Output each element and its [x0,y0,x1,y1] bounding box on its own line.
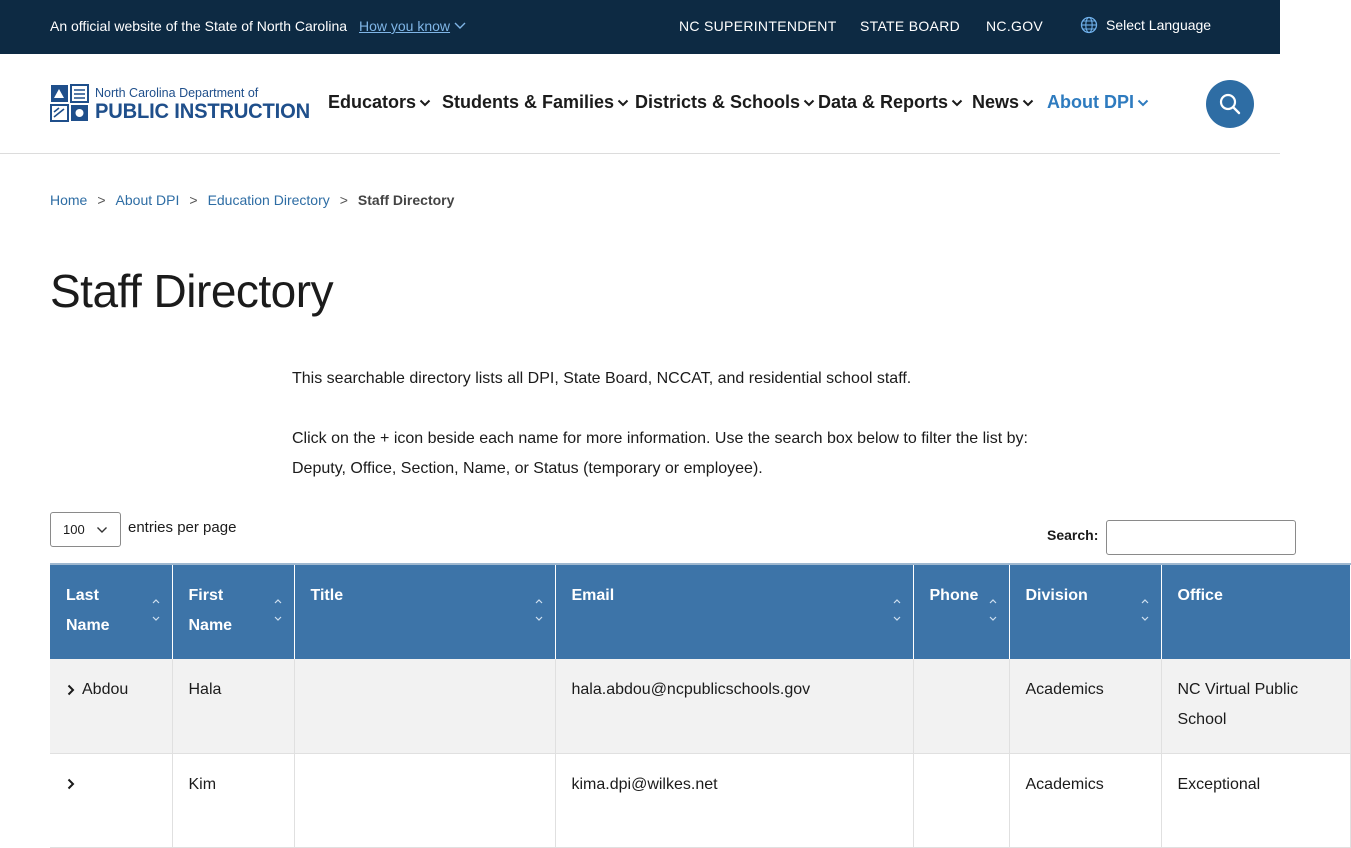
staff-table-container [50,563,1299,800]
chevron-down-icon [454,22,466,30]
intro-paragraph-1: This searchable directory lists all DPI, State Board, NCCAT, and residential school staff. [292,370,912,387]
nav-about-dpi[interactable] [1047,92,1149,113]
column-header-text: Last [66,587,99,604]
last-name-text: Abdou [82,681,129,698]
nav-educators-label: Educators [328,92,417,112]
sort-icon [893,597,901,623]
entries-per-page-label: entries per page [128,519,237,536]
column-header-phone[interactable] [913,564,1009,659]
how-you-know-link[interactable] [359,18,466,34]
column-header-text: Title [310,587,344,604]
column-header-text: Name [188,617,233,634]
column-header-text: Office [1177,587,1223,604]
official-banner [0,0,1280,54]
breadcrumb-separator: > [97,192,106,208]
nav-students-families[interactable] [442,92,629,113]
cell-first-name: Kim [172,753,294,847]
chevron-down-icon [419,99,431,107]
sort-icon [989,597,997,623]
entries-per-page-value: 100 [63,522,85,537]
column-header-division[interactable] [1009,564,1161,659]
nav-data-reports-label: Data & Reports [818,92,949,112]
how-you-know-label: How you know [359,18,451,34]
nav-educators[interactable] [328,92,431,113]
breadcrumb-separator: > [189,192,198,208]
column-header-email[interactable] [555,564,913,659]
breadcrumb-separator: > [339,192,348,208]
cell-title [294,659,555,753]
sort-icon [274,597,282,623]
state-board-link[interactable]: STATE BOARD [860,18,961,34]
column-header-last-name[interactable] [50,564,172,659]
logo-line-2: PUBLIC INSTRUCTION [95,100,310,123]
dpi-logo-mark-icon [50,84,90,122]
cell-office: Exceptional [1161,753,1350,847]
intro-paragraph-2: Click on the + icon beside each name for more information. Use the search box below to filter the list by: Deputy, Office, Section, Name, or Status (temporary or employee). [292,430,1028,477]
chevron-down-icon [96,526,108,534]
chevron-down-icon [803,99,815,107]
breadcrumb-about-dpi[interactable]: About DPI [115,192,180,208]
column-header-title[interactable] [294,564,555,659]
column-header-office[interactable] [1161,564,1350,659]
search-icon [1218,92,1242,116]
cell-email: hala.abdou@ncpublicschools.gov [555,659,913,753]
nav-about-dpi-label: About DPI [1047,92,1134,112]
chevron-down-icon [1137,99,1149,107]
sort-icon [535,597,543,623]
staff-table [50,563,1351,848]
logo-line-1: North Carolina Department of [95,86,259,100]
chevron-down-icon [1022,99,1034,107]
table-row [50,753,1350,847]
cell-office: NC Virtual Public School [1161,659,1350,753]
breadcrumb [50,192,454,208]
breadcrumb-education-directory[interactable]: Education Directory [207,192,330,208]
column-header-text: Name [66,617,110,634]
language-selector[interactable] [1080,16,1211,34]
expand-row-button[interactable] [66,778,76,790]
official-text: An official website of the State of North Carolina [50,18,348,34]
sort-icon [152,597,160,623]
table-search-input[interactable] [1106,520,1296,555]
chevron-right-icon [66,684,76,696]
site-header [0,54,1280,154]
column-header-text: Email [571,587,615,604]
table-search-label: Search: [1047,527,1099,543]
column-header-text: First [188,587,224,604]
nav-districts-schools[interactable] [635,92,815,113]
page-title: Staff Directory [50,265,334,317]
nav-news-label: News [972,92,1020,112]
intro-text [292,364,1072,484]
cell-last-name [50,753,172,847]
breadcrumb-current: Staff Directory [357,192,455,208]
nav-data-reports[interactable] [818,92,963,113]
cell-last-name [50,659,172,753]
globe-icon [1080,16,1098,34]
column-header-first-name[interactable] [172,564,294,659]
cell-phone [913,753,1009,847]
language-label: Select Language [1106,17,1212,33]
dpi-logo[interactable] [50,84,310,124]
site-search-button[interactable] [1206,80,1254,128]
table-row [50,659,1350,753]
nc-superintendent-link[interactable]: NC SUPERINTENDENT [679,18,837,34]
cell-division: Academics [1009,753,1161,847]
expand-row-button[interactable] [66,684,76,696]
chevron-down-icon [617,99,629,107]
entries-per-page-select[interactable] [50,512,121,547]
cell-title [294,753,555,847]
column-header-text: Division [1025,587,1088,604]
nav-students-families-label: Students & Families [442,92,615,112]
cell-division: Academics [1009,659,1161,753]
nav-districts-schools-label: Districts & Schools [635,92,801,112]
column-header-text: Phone [929,587,979,604]
sort-icon [1141,597,1149,623]
cell-phone [913,659,1009,753]
nav-news[interactable] [972,92,1034,113]
nc-gov-link[interactable]: NC.GOV [986,18,1044,34]
breadcrumb-home[interactable]: Home [50,192,88,208]
cell-first-name: Hala [172,659,294,753]
cell-email: kima.dpi@wilkes.net [555,753,913,847]
chevron-right-icon [66,778,76,790]
chevron-down-icon [951,99,963,107]
